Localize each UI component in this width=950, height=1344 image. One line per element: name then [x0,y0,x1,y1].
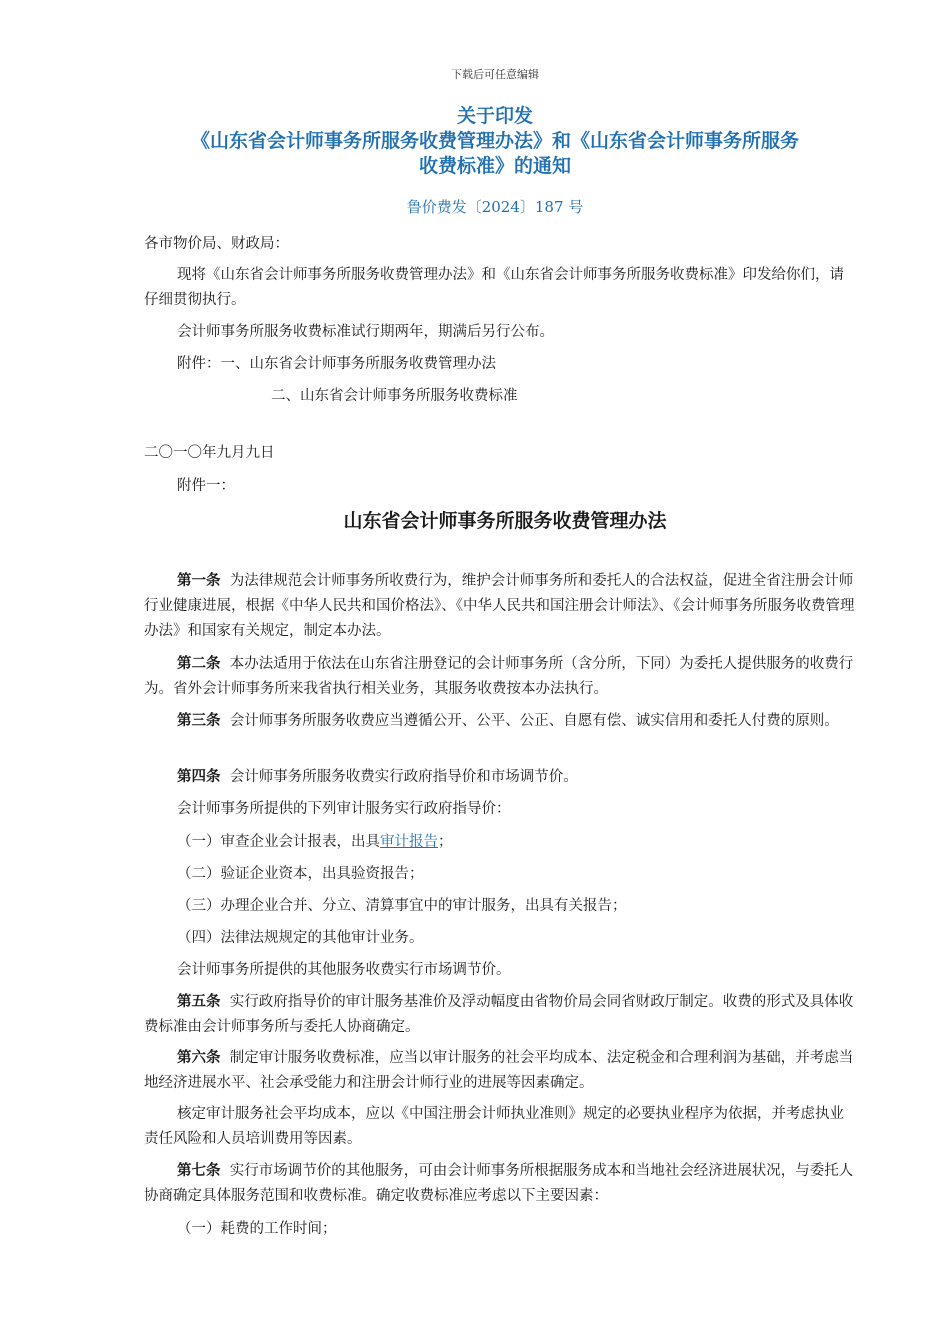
header-note: 下载后可任意编辑 [451,68,539,81]
regulation-title: 山东省会计师事务所服务收费管理办法 [343,510,667,532]
article-4 [144,765,856,790]
attachment-label: 附件一： [177,478,235,494]
article-7-item-1: （一）耗费的工作时间； [177,1221,337,1237]
title-line-2: 《山东省会计师事务所服务收费管理办法》和《山东省会计师事务所服务 [190,130,799,152]
issue-date: 二〇一〇年九月九日 [144,445,275,461]
article-6-paragraph-2: 核定审计服务社会平均成本，应以《中国注册会计师执业准则》规定的必要执业程序为依据，并考虑执业责任风险和人员培训费用等因素。 [144,1106,844,1147]
title-line-1: 关于印发 [456,105,533,127]
document-number: 鲁价费发〔2024〕187 号 [406,198,584,216]
item-1-end: ； [438,834,453,850]
audit-report-link[interactable]: 审计报告 [380,834,438,850]
article-4-paragraph-2: 会计师事务所提供的下列审计服务实行政府指导价： [177,801,511,817]
article-4-text: 会计师事务所服务收费实行政府指导价和市场调节价。 [229,769,578,785]
article-2-label: 第二条 [177,656,221,672]
article-4-paragraph-3: 会计师事务所提供的其他服务收费实行市场调节价。 [177,962,511,978]
article-7 [144,1159,856,1209]
trial-period-paragraph: 会计师事务所服务收费标准试行期两年，期满后另行公布。 [177,324,554,340]
attachment-line-2: 二、山东省会计师事务所服务收费标准 [271,388,518,404]
title-line-3: 收费标准》的通知 [418,155,571,177]
salutation: 各市物价局、财政局： [144,236,289,252]
notice-title [90,104,900,179]
article-1-text: 为法律规范会计师事务所收费行为，维护会计师事务所和委托人的合法权益，促进全省注册会计师行业健康进展，根据《中华人民共和国价格法》、《中华人民共和国注册会计师法》、《会计师事务所服务收费管理办法》和国家有关规定，制定本办法。 [144,573,855,639]
article-4-item-2: （二）验证企业资本，出具验资报告； [177,866,424,882]
article-4-label: 第四条 [177,769,221,785]
article-3 [144,709,856,734]
article-3-text: 会计师事务所服务收费应当遵循公开、公平、公正、自愿有偿、诚实信用和委托人付费的原则。 [229,713,839,729]
attachment-line-1: 附件：一、山东省会计师事务所服务收费管理办法 [177,356,496,372]
item-1-text: （一）审查企业会计报表，出具 [177,834,380,850]
article-5-label: 第五条 [177,994,221,1010]
article-2-text: 本办法适用于依法在山东省注册登记的会计师事务所（含分所，下同）为委托人提供服务的收费行为。省外会计师事务所来我省执行相关业务，其服务收费按本办法执行。 [144,656,854,697]
article-5 [144,990,856,1040]
article-1 [144,569,856,644]
article-2 [144,652,856,702]
article-4-item-4: （四）法律法规规定的其他审计业务。 [177,930,424,946]
article-6 [144,1046,856,1096]
article-4-item-3: （三）办理企业合并、分立、清算事宜中的审计服务，出具有关报告； [177,898,627,914]
article-7-label: 第七条 [177,1163,221,1179]
article-4-item-1 [144,830,856,855]
article-6-text: 制定审计服务收费标准，应当以审计服务的社会平均成本、法定税金和合理利润为基础，并考虑当地经济进展水平、社会承受能力和注册会计师行业的进展等因素确定。 [144,1050,854,1091]
article-7-text: 实行市场调节价的其他服务，可由会计师事务所根据服务成本和当地社会经济进展状况，与委托人协商确定具体服务范围和收费标准。确定收费标准应考虑以下主要因素： [144,1163,854,1204]
article-3-label: 第三条 [177,713,221,729]
article-5-text: 实行政府指导价的审计服务基准价及浮动幅度由省物价局会同省财政厅制定。收费的形式及具体收费标准由会计师事务所与委托人协商确定。 [144,994,854,1035]
article-1-label: 第一条 [177,573,221,589]
intro-paragraph: 现将《山东省会计师事务所服务收费管理办法》和《山东省会计师事务所服务收费标准》印发给你们，请仔细贯彻执行。 [144,267,844,308]
article-6-label: 第六条 [177,1050,221,1066]
